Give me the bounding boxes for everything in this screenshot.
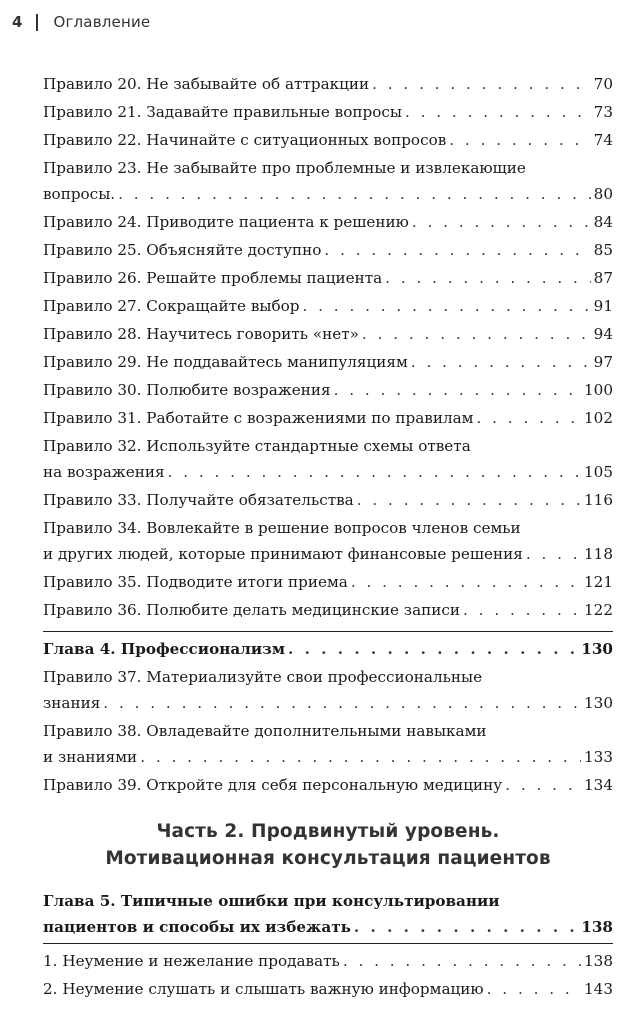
toc-entry-title: Правило 39. Откройте для себя персональную медицину [43,776,503,794]
toc-entry-page: 97 [593,353,613,371]
toc-entry-title-line1: Правило 32. Используйте стандартные схемы ответа [43,437,471,455]
toc-entry[interactable] [43,597,613,623]
toc-entry-title: и других людей, которые принимают финансовые решения [43,545,523,563]
toc-entry-page: 121 [584,573,613,591]
toc-entry-page: 87 [593,269,613,287]
leader-dots [118,181,591,207]
leader-dots [303,293,591,319]
toc-entry-title: Правило 35. Подводите итоги приема [43,573,348,591]
toc-entry-title-line1: Правило 23. Не забывайте про проблемные и извлекающие [43,159,526,177]
leader-dots [140,744,581,770]
toc-entry-page: 130 [584,694,613,712]
toc-entry[interactable] [43,127,613,153]
toc-entry[interactable] [43,321,613,347]
toc-entry[interactable] [43,515,613,567]
chapter-page: 130 [581,640,613,658]
toc-entry[interactable] [43,209,613,235]
toc-entry-page: 94 [593,325,613,343]
toc-entry-title: Правило 30. Полюбите возражения [43,381,331,399]
leader-dots [103,690,581,716]
toc-entry-page: 116 [584,491,613,509]
toc-entry[interactable] [43,405,613,431]
leader-dots [357,487,581,513]
toc-entry[interactable] [43,293,613,319]
toc-entry-title-line1: Правило 37. Материализуйте свои профессиональные [43,668,483,686]
toc-entry-page: 74 [593,131,613,149]
toc-entry[interactable] [43,99,613,125]
toc-entry[interactable] [43,976,613,1002]
chapter-title-line2: пациентов и способы их избежать [43,918,351,936]
part-heading-line1: Часть 2. Продвинутый уровень. [156,821,500,842]
leader-dots [505,772,581,798]
chapter5-rule [43,943,613,1002]
toc-entry-page: 102 [584,409,613,427]
toc-entry-title: знания [43,694,101,712]
toc-entry[interactable] [43,377,613,403]
toc-entry-title: 2. Неумение слушать и слышать важную информацию [43,980,484,998]
part-heading-line2: Мотивационная консультация пациентов [105,848,551,869]
toc-entry-title: Правило 22. Начинайте с ситуационных вопросов [43,131,447,149]
leader-dots [487,976,581,1002]
running-title: Оглавление [53,13,151,31]
toc-list-chapter3 [43,71,613,623]
toc-chapter-5[interactable] [43,888,613,940]
toc-entry-page: 84 [593,213,613,231]
toc-entry-title: Правило 26. Решайте проблемы пациента [43,269,383,287]
leader-dots [324,237,590,263]
header-divider [36,14,38,31]
toc-entry-title-line1: Правило 34. Вовлекайте в решение вопросов членов семьи [43,519,521,537]
toc-entry-title: и знаниями [43,748,138,766]
toc-entry-title: Правило 29. Не поддавайтесь манипуляциям [43,353,408,371]
toc-entry[interactable] [43,433,613,485]
chapter-page: 138 [581,918,613,936]
toc-entry[interactable] [43,664,613,716]
toc-entry-page: 143 [584,980,613,998]
leader-dots [168,459,581,485]
toc-entry-page: 133 [584,748,613,766]
leader-dots [526,541,581,567]
leader-dots [463,597,581,623]
toc-entry-page: 105 [584,463,613,481]
part-heading [43,818,613,872]
table-of-contents [43,71,613,1004]
toc-entry-page: 80 [593,185,613,203]
toc-entry-title: на возражения [43,463,165,481]
toc-entry[interactable] [43,772,613,798]
toc-entry-title: Правило 28. Научитесь говорить «нет» [43,325,359,343]
toc-entry-page: 122 [584,601,613,619]
leader-dots [411,349,591,375]
toc-entry-page: 70 [593,75,613,93]
leader-dots [372,71,591,97]
toc-entry[interactable] [43,569,613,595]
toc-entry-title: 1. Неумение и нежелание продавать [43,952,340,970]
toc-entry-title: Правило 31. Работайте с возражениями по правилам [43,409,474,427]
toc-entry-page: 100 [584,381,613,399]
toc-entry-page: 85 [593,241,613,259]
toc-entry[interactable] [43,487,613,513]
leader-dots [334,377,581,403]
page-number: 4 [12,13,23,31]
toc-entry-page: 73 [593,103,613,121]
leader-dots [354,914,578,940]
toc-entry-title: Правило 25. Объясняйте доступно [43,241,322,259]
leader-dots [288,636,578,662]
toc-entry-title: Правило 36. Полюбите делать медицинские записи [43,601,461,619]
toc-entry[interactable] [43,265,613,291]
leader-dots [343,948,581,974]
leader-dots [351,569,581,595]
leader-dots [385,265,591,291]
toc-entry-title: Правило 21. Задавайте правильные вопросы [43,103,402,121]
toc-entry[interactable] [43,349,613,375]
toc-entry-title: Правило 33. Получайте обязательства [43,491,354,509]
toc-entry-page: 91 [593,297,613,315]
toc-entry-title: Правило 20. Не забывайте об аттракции [43,75,370,93]
toc-entry[interactable] [43,948,613,974]
leader-dots [412,209,591,235]
toc-entry-page: 134 [584,776,613,794]
leader-dots [362,321,591,347]
page-header [12,10,150,34]
toc-entry-page: 138 [584,952,613,970]
toc-entry-page: 118 [584,545,613,563]
toc-entry[interactable] [43,237,613,263]
toc-chapter-4[interactable] [43,631,613,662]
toc-entry[interactable] [43,71,613,97]
toc-list-chapter5 [43,948,613,1002]
toc-entry-title: вопросы. [43,185,116,203]
toc-entry[interactable] [43,718,613,770]
toc-entry[interactable] [43,155,613,207]
toc-entry-title: Правило 27. Сокращайте выбор [43,297,300,315]
leader-dots [405,99,591,125]
toc-entry-title-line1: Правило 38. Овладевайте дополнительными навыками [43,722,487,740]
leader-dots [449,127,590,153]
chapter-title-line1: Глава 5. Типичные ошибки при консультировании [43,892,500,910]
leader-dots [476,405,581,431]
toc-entry-title: Правило 24. Приводите пациента к решению [43,213,409,231]
toc-list-chapter4 [43,664,613,798]
chapter-title: Глава 4. Профессионализм [43,640,286,658]
